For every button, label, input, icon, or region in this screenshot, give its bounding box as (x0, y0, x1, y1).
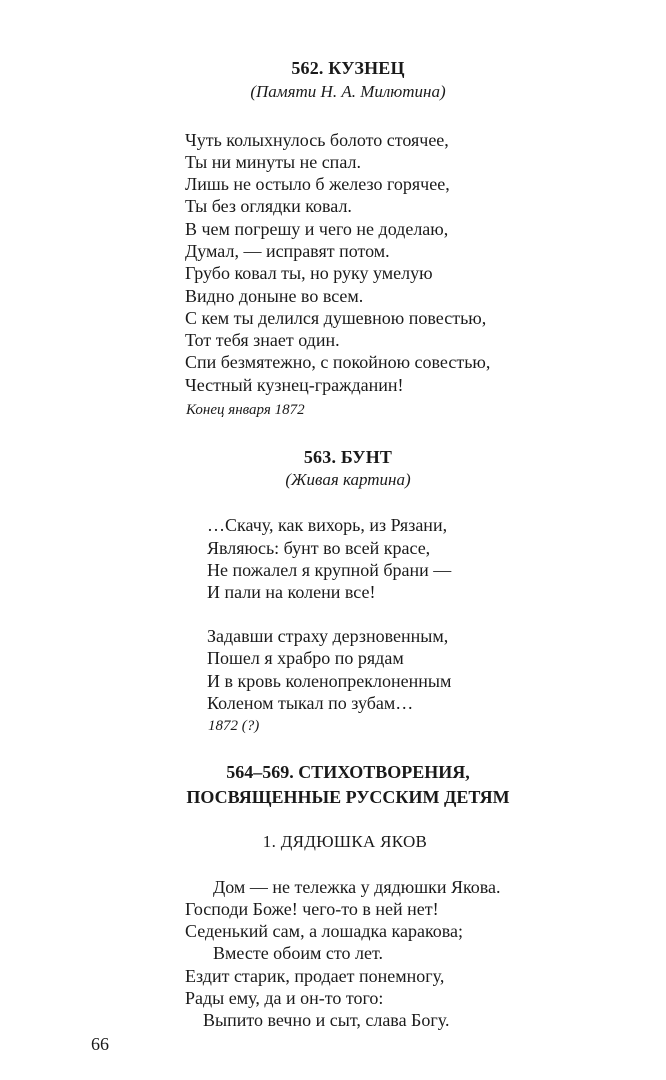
poem-563-line: И в кровь коленопреклоненным (207, 671, 452, 691)
poem-562-line: Тот тебя знает один. (185, 330, 340, 350)
poem-563-date: 1872 (?) (208, 718, 260, 734)
poem-564-line: Выпито вечно и сыт, слава Богу. (203, 1010, 450, 1030)
section-564-subtitle: 1. ДЯДЮШКА ЯКОВ (262, 832, 428, 851)
poem-562-line: С кем ты делился душевною повестью, (185, 308, 487, 328)
poem-562-line: Честный кузнец-гражданин! (185, 375, 404, 395)
poem-562-title: 562. КУЗНЕЦ (291, 58, 405, 78)
section-564-title-line1: 564–569. СТИХОТВОРЕНИЯ, (226, 762, 470, 782)
poem-563-subtitle: (Живая картина) (285, 470, 411, 489)
poem-564-line: Вместе обоим сто лет. (213, 943, 383, 963)
poem-562-line: Думал, — исправят потом. (185, 241, 390, 261)
poem-563-title: 563. БУНТ (303, 447, 393, 467)
poem-562-line: Видно доныне во всем. (185, 286, 364, 306)
poem-562-line: В чем погрешу и чего не доделаю, (185, 219, 449, 239)
poem-563-line: Задавши страху дерзновенным, (207, 626, 449, 646)
poem-564-line: Ездит старик, продает понемногу, (185, 966, 445, 986)
poem-563-line: И пали на колени все! (207, 582, 376, 602)
poem-564-line: Дом — не тележка у дядюшки Якова. (213, 877, 501, 897)
page-number: 66 (91, 1034, 109, 1054)
poem-562-line: Грубо ковал ты, но руку умелую (185, 263, 433, 283)
poem-562-date: Конец января 1872 (186, 402, 305, 418)
poem-564-line: Седенький сам, а лошадка каракова; (185, 921, 464, 941)
poem-562-line: Ты ни минуты не спал. (185, 152, 361, 172)
poem-564-line: Рады ему, да и он-то того: (185, 988, 384, 1008)
poem-562-line: Лишь не остыло б железо горячее, (185, 174, 450, 194)
poem-563-line: Являюсь: бунт во всей красе, (207, 538, 431, 558)
poem-563-line: Пошел я храбро по рядам (207, 648, 404, 668)
poem-562-subtitle: (Памяти Н. А. Милютина) (250, 82, 446, 101)
poem-562-line: Чуть колыхнулось болото стоячее, (185, 130, 449, 150)
poem-563-line: Не пожалел я крупной брани — (207, 560, 452, 580)
section-564-title-line2: ПОСВЯЩЕННЫЕ РУССКИМ ДЕТЯМ (186, 787, 510, 807)
poem-563-line: Коленом тыкал по зубам… (207, 693, 414, 713)
poem-562-line: Ты без оглядки ковал. (185, 196, 352, 216)
poem-562-line: Спи безмятежно, с покойною совестью, (185, 352, 491, 372)
poem-564-line: Господи Боже! чего-то в ней нет! (185, 899, 439, 919)
poem-563-line: …Скачу, как вихорь, из Рязани, (207, 515, 448, 535)
